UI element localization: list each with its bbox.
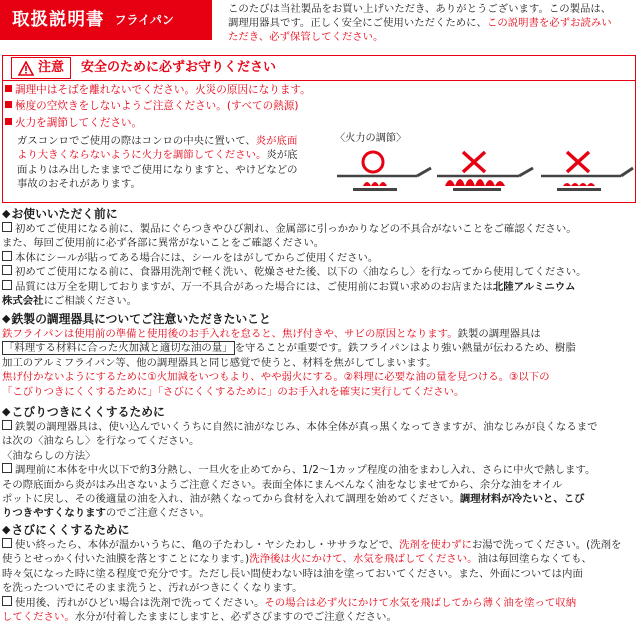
- warning-triangle-icon: [18, 61, 34, 76]
- list-item: 鉄フライパンは使用前の準備と使用後のお手入れを怠ると、焦げ付きや、サビの原因となります。鉄製の調理器具は: [2, 328, 541, 340]
- safety-line-2: 極度の空炊きをしないようご注意ください。(すべての熱源): [5, 99, 299, 114]
- checkbox-icon: [2, 280, 12, 290]
- cross-ng-icon: [541, 152, 633, 191]
- section-title: ◆ こびりつきにくくするために: [2, 404, 165, 419]
- list-item: 初めてご使用になる前に、食器用洗剤で軽く洗い、乾燥させた後、以下の〈油ならし〉を行なってから使用してください。: [2, 265, 638, 279]
- list-item: 鉄製の調理器具は、使い込んでいくうちに自然に油がなじみ、本体全体が真っ黒くなってきますが、油なじみが良くなるまで: [2, 420, 638, 434]
- list-item: を洗ったついでにそのまま洗うと、汚れがつきにくくなります。: [2, 582, 303, 595]
- bullet-square-icon: [5, 118, 12, 125]
- section-title: ◆ 鉄製の調理器具についてご注意いただきたいこと: [2, 311, 271, 326]
- list-item: 初めてご使用になる前に、製品にぐらつきやひび割れ、金属部に引っかかりなどの不具合がないことをご確認ください。: [2, 222, 638, 236]
- cross-ng-icon: [437, 152, 533, 191]
- sub-heading: 〈油ならしの方法〉: [2, 449, 96, 462]
- safety-box: [2, 55, 636, 203]
- section-iron-notes: [2, 311, 638, 399]
- diamond-icon: ◆: [2, 522, 11, 536]
- list-item: 焦げ付かないようにするために①火加減をいつもより、やや弱火にする。②料理に必要な油の量を見つける。③以下の: [2, 371, 550, 384]
- safety-line-3: 火力を調節してください。: [5, 116, 142, 131]
- list-item: 使うとせっかく付いた油膜を落とすことになります。)洗浄後は火にかけて、水気を飛ばしてください。油は毎回塗らなくても、: [2, 553, 592, 566]
- checkbox-icon: [2, 222, 12, 232]
- section-rust: [2, 522, 638, 624]
- list-item: 加工のアルミフライパン等、他の調理器具と同じ感覚で使うと、材料を焦がしてしまいます。: [2, 356, 437, 369]
- list-item: 使用後、汚れがひどい場合は洗剤で洗ってください。その場合は必ず火にかけて水気を飛ばしてから薄く油を塗って収納: [2, 596, 638, 610]
- checkbox-icon: [2, 596, 12, 606]
- list-item: 調理前に本体を中火以下で約3分熱し、一旦火を止めてから、1/2〜1カップ程度の油をまわし入れ、さらに中火で熱します。: [2, 463, 638, 477]
- list-item: 本体にシールが貼ってある場合には、シールをはがしてからご使用ください。: [2, 251, 638, 265]
- list-item: は次の〈油ならし〉を行なってください。: [2, 435, 200, 448]
- section-title: ◆ さびにくくするために: [2, 522, 130, 537]
- product-name: フライパン: [114, 12, 174, 27]
- diamond-icon: ◆: [2, 404, 11, 418]
- pan-diagrams: [329, 132, 634, 196]
- diamond-icon: ◆: [2, 206, 11, 220]
- bullet-square-icon: [5, 101, 12, 108]
- safety-line-1: 調理中はそばを離れないでください。火災の原因になります。: [5, 83, 311, 98]
- diamond-icon: ◆: [2, 311, 11, 325]
- list-item: 「こびりつきにくくするために」「さびにくくするために」のお手入れを確実に実行してください。: [2, 385, 465, 398]
- bullet-square-icon: [5, 85, 12, 92]
- list-item: その際底面から炎がはみ出さないようご注意ください。表面全体にまんべんなく油をなじませてから、余分な油をオイル: [2, 478, 563, 491]
- safety-title: 安全のために必ずお守りください: [81, 59, 277, 75]
- checkbox-icon: [2, 538, 12, 548]
- list-item: 使い終ったら、本体が温かいうちに、亀の子たわし・ヤシたわし・ササラなどで、洗剤を使わずにお湯で洗ってください。(洗剤を: [2, 538, 638, 552]
- checkbox-icon: [2, 420, 12, 430]
- document-title: 取扱説明書: [12, 9, 105, 30]
- checkbox-icon: [2, 463, 12, 473]
- checkbox-icon: [2, 251, 12, 261]
- fire-adjust-text: ガスコンロでご使用の際はコンロの中央に置いて、炎が底面 より大きくならないように火力を調節してください。炎が底 面よりはみ出したままでご使用になりますと、やけどなどの 事故のおそれがあります。: [17, 135, 298, 191]
- list-item: 時々気になった時に塗る程度で充分です。ただし長い間使わない時は油を塗っておいてください。また、外面については内面: [2, 567, 583, 580]
- list-item: 品質には万全を期しておりますが、万一不具合があった場合には、ご使用前にお買い求めのお店または北陸アルミニウム: [2, 280, 638, 294]
- header: [0, 0, 640, 52]
- title-banner: [0, 0, 212, 40]
- checkbox-icon: [2, 265, 12, 275]
- list-item: また、毎回ご使用前に必ず各部に異常がないことをご確認ください。: [2, 237, 325, 250]
- list-item: してください。水分が付着したままにしますと、必ずさびますのでご注意ください。: [2, 611, 397, 624]
- section-sticking: [2, 404, 638, 521]
- section-before-use: [2, 206, 638, 308]
- list-item: 「料理する材料に合った火加減と適切な油の量」 を守ることが重要です。鉄フライパンはより強い熱量が伝わるため、樹脂: [4, 342, 576, 355]
- list-item: 株式会社にご相談ください。: [2, 295, 138, 308]
- section-title: ◆ お使いいただく前に: [2, 206, 118, 221]
- list-item: りつきやすくなりますのでご注意ください。: [2, 507, 210, 520]
- fire-diagram-area: [329, 132, 634, 196]
- safety-header: [3, 56, 635, 81]
- list-item: ポットに戻し、その後適量の油を入れ、油が熱くなってから食材を入れて調理を始めてください。調理材料が冷たいと、こび: [2, 493, 585, 506]
- diagram-label: 〈火力の調節〉: [335, 133, 407, 144]
- caution-label: 注意: [11, 57, 71, 79]
- intro-text: このたびは当社製品をお買い上げいただき、ありがとうございます。この製品は、 調理用器具です。正しく安全にご使用いただくために、この説明書を必ずお読みい ただき、必ず保管してください。: [228, 3, 612, 44]
- circle-ok-icon: [337, 152, 431, 191]
